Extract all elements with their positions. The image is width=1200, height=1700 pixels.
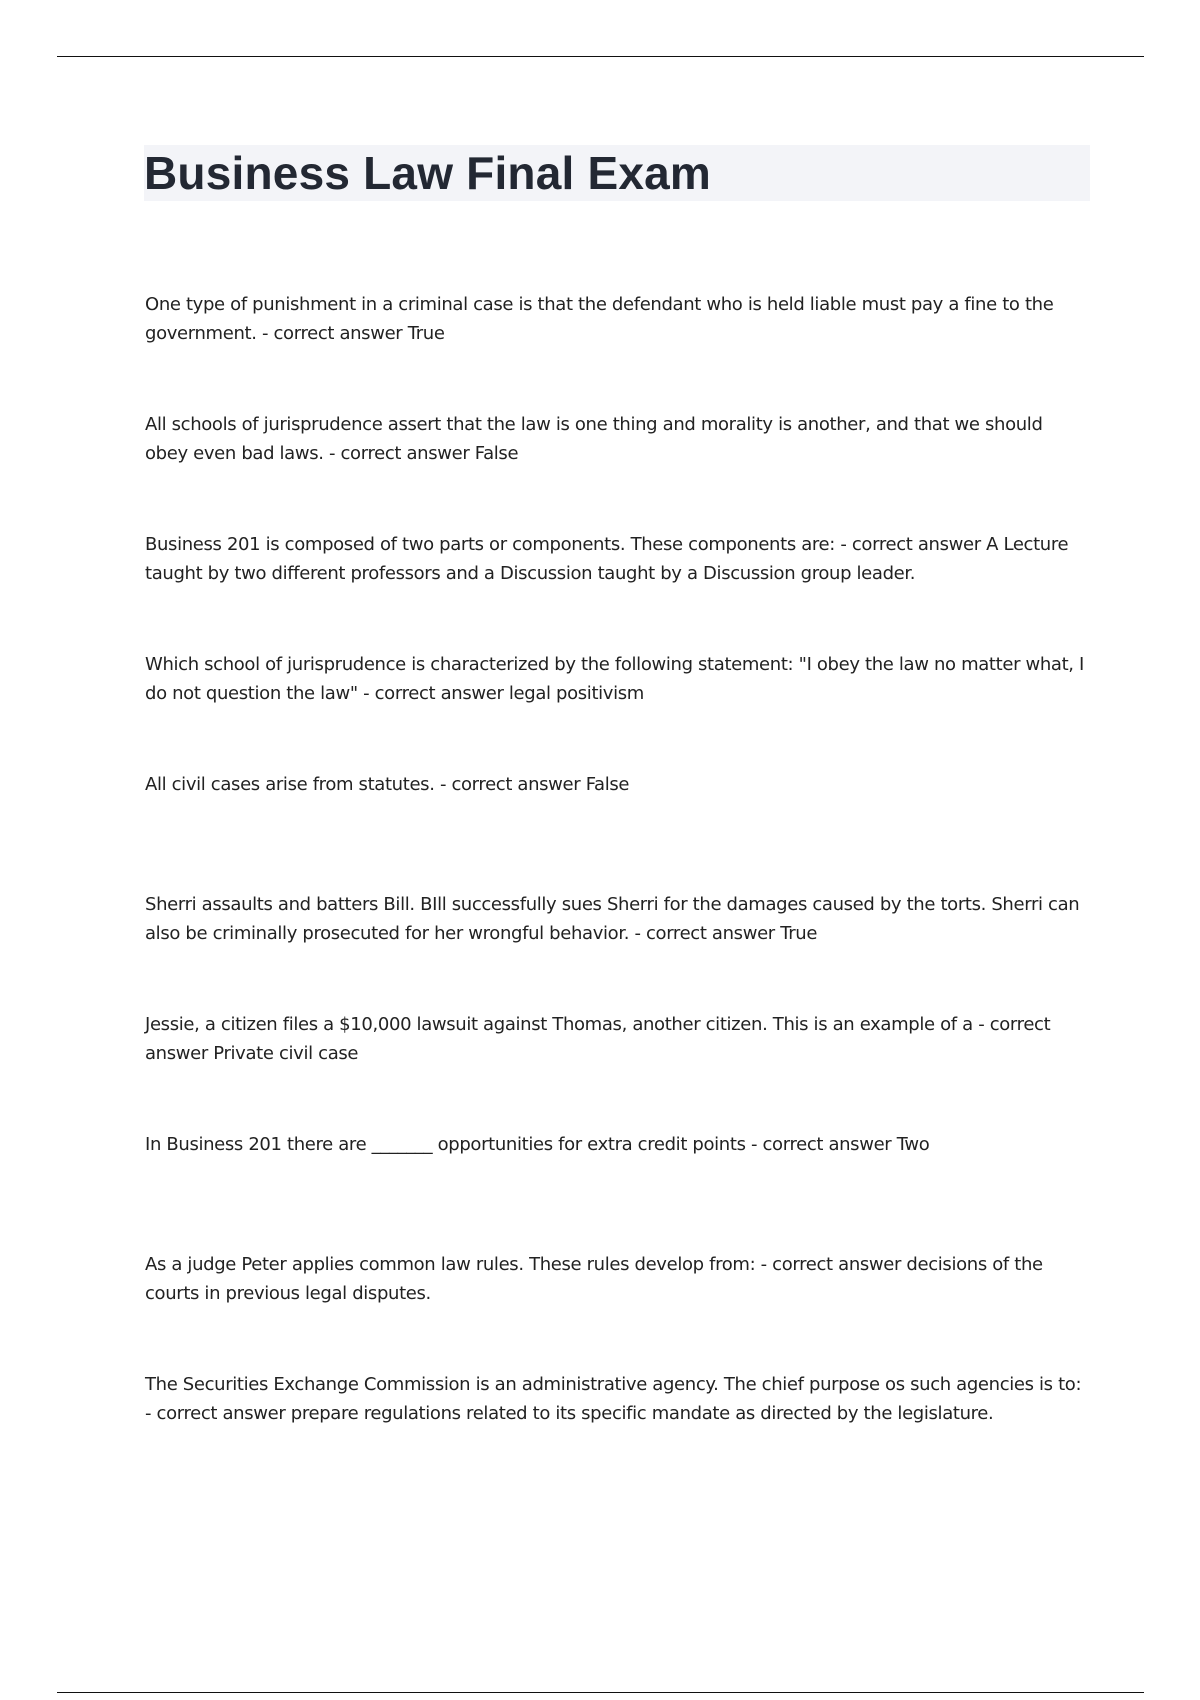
answer-separator: - correct answer [755, 1254, 907, 1275]
answer-separator: - correct answer [323, 443, 475, 464]
question-text: Sherri assaults and batters Bill. BIll successfully sues Sherri for the damages caused by the torts. Sherri can also be criminally prosecuted for her wrongful behavior. [145, 894, 1080, 944]
question-text: One type of punishment in a criminal case is that the defendant who is held liable must pay a fine to the government. [145, 294, 1054, 344]
top-rule [57, 56, 1144, 57]
question-text: As a judge Peter applies common law rules. These rules develop from: [145, 1254, 756, 1275]
question-item [145, 290, 1090, 410]
question-paragraph [145, 1250, 1090, 1308]
answer-text: True [407, 323, 445, 344]
answer-separator: - correct answer [256, 323, 408, 344]
question-list [145, 290, 1090, 1490]
question-item [145, 410, 1090, 530]
answer-text: False [474, 443, 519, 464]
question-item [145, 1370, 1090, 1490]
answer-separator: - correct answer [145, 1403, 291, 1424]
question-item [145, 530, 1090, 650]
answer-text: Two [896, 1134, 930, 1155]
answer-text: legal positivism [508, 683, 644, 704]
answer-text: decisions of the courts in previous legal disputes. [145, 1254, 1043, 1304]
question-text: All schools of jurisprudence assert that the law is one thing and morality is another, and that we should obey even bad laws. [145, 414, 1043, 464]
question-item [145, 1250, 1090, 1370]
answer-text: True [780, 923, 818, 944]
answer-text: Private civil case [213, 1043, 359, 1064]
question-text: Jessie, a citizen files a $10,000 lawsuit against Thomas, another citizen. This is an example of a [145, 1014, 973, 1035]
question-paragraph [145, 1010, 1090, 1068]
question-item [145, 770, 1090, 890]
answer-separator: - correct answer [629, 923, 781, 944]
question-text: Business 201 is composed of two parts or components. These components are: [145, 534, 835, 555]
answer-text: prepare regulations related to its specific mandate as directed by the legislature. [290, 1403, 994, 1424]
answer-separator: - correct answer [745, 1134, 897, 1155]
question-paragraph [145, 290, 1090, 348]
question-item [145, 890, 1090, 1010]
question-paragraph [145, 410, 1090, 468]
question-text: In Business 201 there are _______ opportunities for extra credit points [145, 1134, 746, 1155]
answer-separator: - correct answer [434, 774, 586, 795]
question-paragraph [145, 1130, 1090, 1159]
question-text: The Securities Exchange Commission is an administrative agency. The chief purpose os such agencies is to: [145, 1374, 1082, 1395]
answer-separator: - correct answer [145, 1014, 1051, 1064]
answer-text: False [585, 774, 630, 795]
question-paragraph [145, 1370, 1090, 1428]
question-paragraph [145, 770, 1090, 799]
answer-text: A Lecture taught by two different professors and a Discussion taught by a Discussion group leader. [145, 534, 1069, 584]
question-paragraph [145, 650, 1090, 708]
bottom-rule [57, 1692, 1144, 1693]
answer-separator: - correct answer [357, 683, 509, 704]
question-paragraph [145, 890, 1090, 948]
question-paragraph [145, 530, 1090, 588]
question-text: All civil cases arise from statutes. [145, 774, 435, 795]
page-title: Business Law Final Exam [144, 147, 712, 199]
title-band [144, 145, 1090, 201]
question-text: Which school of jurisprudence is characterized by the following statement: "I obey the law no matter what, I do not question the law" [145, 654, 1085, 704]
answer-separator: - correct answer [835, 534, 987, 555]
question-item [145, 650, 1090, 770]
question-item [145, 1130, 1090, 1250]
question-item [145, 1010, 1090, 1130]
